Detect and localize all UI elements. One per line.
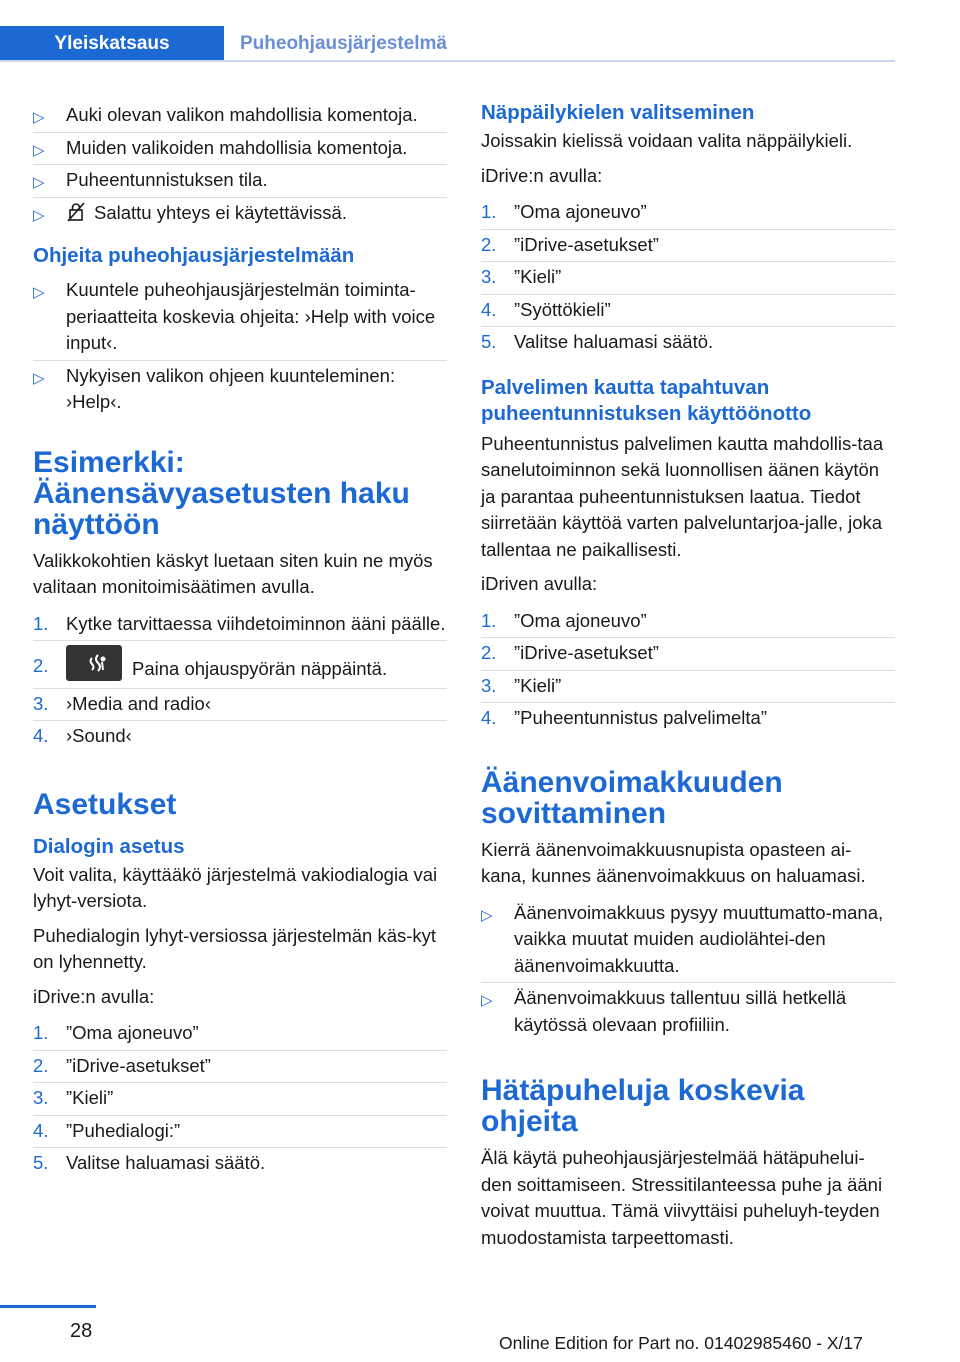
bullet-marker: ▷ xyxy=(33,369,45,387)
list-item: 4. ›Sound‹ xyxy=(33,720,447,753)
tab-overview[interactable]: Yleiskatsaus xyxy=(0,26,224,62)
dialog-heading: Dialogin asetus xyxy=(33,834,185,858)
step-number: 1. xyxy=(33,1022,49,1043)
server-steps xyxy=(481,606,895,735)
emergency-text: Älä käytä puheohjausjärjestelmää hätäpuhelui-den soittamiseen. Stressitilanteessa puhe ja ääni voivat muuttua. Tämä viivyttäisi puheluyh-teyden muodostamista tarpeettomasti. xyxy=(481,1147,883,1248)
list-item: ▷ Kuuntele puheohjausjärjestelmän toiminta-periaatteita koskevia ohjeita: ›Help with voice input‹. xyxy=(33,279,436,353)
list-item: 3. ›Media and radio‹ xyxy=(33,688,447,721)
list-item: 4. ”Puheentunnistus palvelimelta” xyxy=(481,702,895,735)
step-number: 4. xyxy=(33,725,49,746)
volume-bullet-list xyxy=(481,898,895,1042)
step-number: 4. xyxy=(481,298,497,320)
footer-divider xyxy=(0,1305,96,1308)
bullet-marker: ▷ xyxy=(33,284,45,301)
list-item: ▷ Puheentunnistuksen tila. xyxy=(33,164,447,197)
list-item: 4. ”Puhedialogi:” xyxy=(33,1115,447,1148)
step-number: 4. xyxy=(481,707,497,728)
step-number: 4. xyxy=(33,1119,49,1141)
keyboard-heading: Näppäilykielen valitseminen xyxy=(481,101,755,124)
list-item: 1. Kytke tarvittaessa viihdetoiminnon ääni päälle. xyxy=(33,609,447,641)
list-item: ▷ Salattu yhteys ei käytettävissä. xyxy=(33,197,447,230)
list-item: 3. ”Kieli” xyxy=(33,1082,447,1115)
step-number: 2. xyxy=(481,642,497,663)
list-item: ▷ Auki olevan valikon mahdollisia komentoja. xyxy=(33,100,447,132)
example-text: Valikkokohtien käskyt luetaan siten kuin ne myös valitaan monitoimisäätimen avulla. xyxy=(33,549,433,597)
dialog-idrive-label: iDrive:n avulla: xyxy=(33,985,155,1007)
list-item: 3. ”Kieli” xyxy=(481,670,895,703)
step-number: 3. xyxy=(33,1087,49,1108)
volume-text: Kierrä äänenvoimakkuusnupista opasteen ai-kana, kunnes äänenvoimakkuus on haluamasi. xyxy=(481,838,866,886)
list-item: 5. Valitse haluamasi säätö. xyxy=(481,326,895,359)
dialog-text-2: Puhedialogin lyhyt-versiossa järjestelmän käs-kyt on lyhennetty. xyxy=(33,924,437,972)
bullet-marker: ▷ xyxy=(481,906,493,924)
server-heading: Palvelimen kautta tapahtuvan puheentunnistuksen käyttöönotto xyxy=(481,375,812,425)
bullet-marker: ▷ xyxy=(33,206,45,224)
emergency-heading: Hätäpuheluja koskevia ohjeita xyxy=(481,1074,805,1138)
keyboard-steps xyxy=(481,197,895,359)
list-item: 1. ”Oma ajoneuvo” xyxy=(481,197,895,229)
bullet-marker: ▷ xyxy=(481,992,493,1009)
help-heading: Ohjeita puheohjausjärjestelmään xyxy=(33,244,355,267)
step-number: 2. xyxy=(33,1054,49,1076)
step-number: 5. xyxy=(33,1152,49,1173)
step-number: 3. xyxy=(33,692,49,714)
settings-heading: Asetukset xyxy=(33,787,177,821)
right-column xyxy=(481,100,895,1259)
header-tabs xyxy=(0,0,895,62)
voice-button-image xyxy=(66,645,122,681)
list-item: 2. ”iDrive-asetukset” xyxy=(33,1050,447,1083)
bullet-marker: ▷ xyxy=(33,141,45,159)
step-number: 2. xyxy=(33,655,49,676)
step-number: 5. xyxy=(481,331,497,352)
page-number: 28 xyxy=(70,1320,93,1342)
keyboard-idrive-label: iDrive:n avulla: xyxy=(481,164,603,186)
server-idrive-label: iDriven avulla: xyxy=(481,573,598,594)
dialog-text-1: Voit valita, käyttääkö järjestelmä vakiodialogia vai lyhyt-versiota. xyxy=(33,863,438,911)
example-heading: Esimerkki: Äänensävyasetusten haku näyttöön xyxy=(33,445,410,541)
list-item: 2. ”iDrive-asetukset” xyxy=(481,637,895,670)
help-bullet-list xyxy=(33,275,447,419)
dialog-steps xyxy=(33,1018,447,1180)
list-item: 5. Valitse haluamasi säätö. xyxy=(33,1147,447,1180)
list-item: ▷ Äänenvoimakkuus pysyy muuttumatto-mana, vaikka muutat muiden audiolähtei-den äänenvoimakkuutta. xyxy=(481,901,884,976)
list-item: 2. Paina ohjauspyörän näppäintä. xyxy=(33,640,447,688)
bullet-marker: ▷ xyxy=(33,174,45,191)
list-item: 3. ”Kieli” xyxy=(481,261,895,294)
left-column xyxy=(33,100,447,1186)
example-steps xyxy=(33,609,447,753)
list-item: ▷ Äänenvoimakkuus tallentuu sillä hetkellä käytössä olevaan profiiliin. xyxy=(481,982,895,1041)
bullet-marker: ▷ xyxy=(33,109,45,126)
list-item: 2. ”iDrive-asetukset” xyxy=(481,229,895,262)
step-number: 1. xyxy=(481,609,497,631)
edition-text: Online Edition for Part no. 01402985460 - X/17 xyxy=(499,1333,863,1353)
volume-heading: Äänenvoimakkuuden sovittaminen xyxy=(481,765,783,830)
step-number: 1. xyxy=(481,201,497,222)
encryption-unavailable-icon xyxy=(66,202,86,222)
step-number: 3. xyxy=(481,674,497,696)
tab-voice-control[interactable]: Puheohjausjärjestelmä xyxy=(240,33,447,54)
keyboard-text: Joissakin kielissä voidaan valita näppäilykieli. xyxy=(481,130,853,151)
list-item: ▷ Muiden valikoiden mahdollisia komentoja. xyxy=(33,132,447,165)
intro-bullet-list xyxy=(33,100,447,229)
list-item: 1. ”Oma ajoneuvo” xyxy=(33,1018,447,1050)
list-item: 1. ”Oma ajoneuvo” xyxy=(481,606,895,638)
step-number: 3. xyxy=(481,266,497,287)
step-number: 1. xyxy=(33,612,49,634)
list-item: 4. ”Syöttökieli” xyxy=(481,294,895,327)
list-item: ▷ Nykyisen valikon ohjeen kuunteleminen: ›Help‹. xyxy=(33,360,447,419)
server-text: Puheentunnistus palvelimen kautta mahdollis-taa sanelutoiminnon sekä luonnollisen äänen käytön ja parantaa puheentunnistuksen laatua. Tiedot siirretään käyttöä varten palveluntarjoa-jalle, joka tallentaa ne paikallisesti. xyxy=(481,432,884,560)
step-number: 2. xyxy=(481,233,497,255)
header-divider xyxy=(0,60,895,62)
